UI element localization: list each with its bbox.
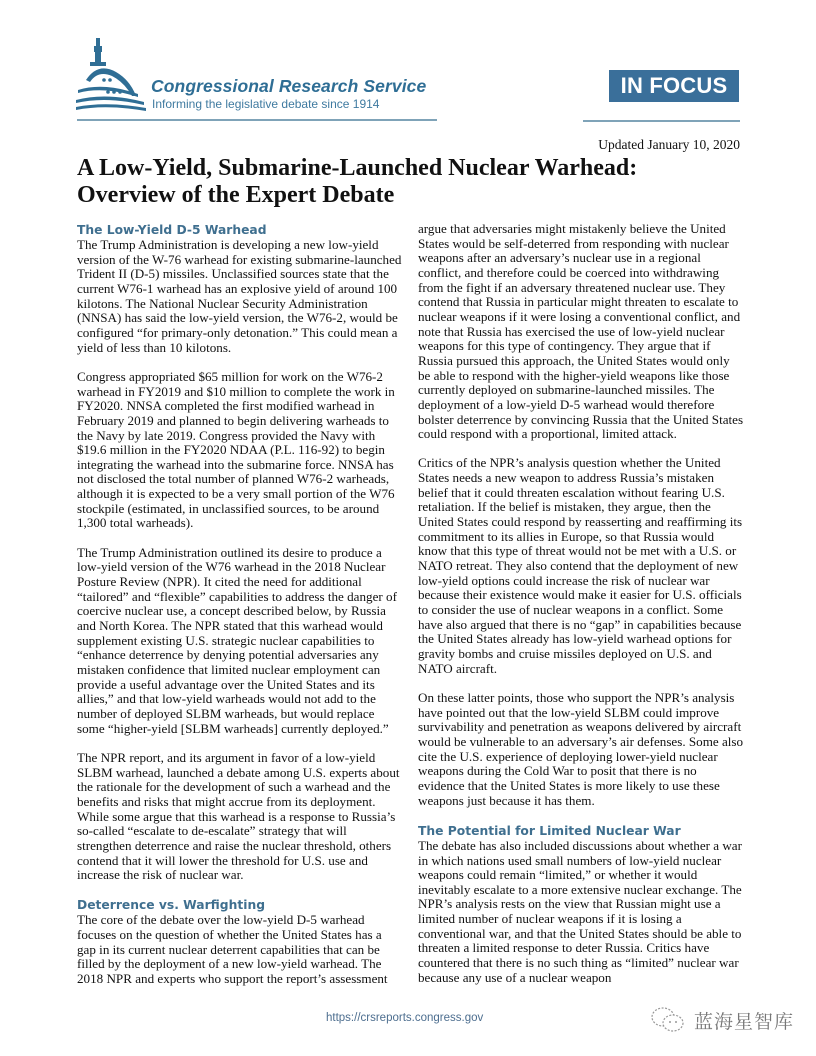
title-line-1: A Low-Yield, Submarine-Launched Nuclear Warhead: [77, 155, 638, 181]
header-divider [583, 120, 740, 122]
page-title [77, 155, 757, 209]
section-heading: Deterrence vs. Warfighting [77, 898, 265, 913]
paragraph: The Trump Administration is developing a new low-yield version of the W-76 warhead for existing submarine-launched Trident II (D-5) missiles. Unclassified sources state that the current W76-1 warhead has an explosive yield of around 100 kilotons. The National Nuclear Security Administration (NNSA) has said the low-yield version, the W76-2, would be configured “for primary-only detonation.” This could mean a yield of less than 10 kilotons. [77, 237, 402, 355]
left-column [77, 222, 403, 987]
org-tagline: Informing the legislative debate since 1914 [152, 97, 380, 111]
header-divider [77, 119, 437, 121]
org-name: Congressional Research Service [151, 76, 427, 96]
watermark-text: 蓝海星智库 [694, 1010, 795, 1033]
paragraph: Critics of the NPR’s analysis question whether the United States needs a new weapon to address Russia’s mistaken belief that it could threaten escalation without fearing U.S. retaliation. If the belief is mistaken, they argue, then the United States could respond by reasserting and reaffirming its commitment to its allies in Europe, so that Russia would know that this type of threat would not be met with a U.S. or NATO retreat. They also contend that the deployment of new low-yield options could increase the risk of nuclear war because their existence would make it easier for U.S. officials to consider the use of nuclear weapons in a conflict. Some have also argued that there is no “gap” in capabilities because the United States already has low-yield warhead options for gravity bombs and cruise missiles deployed on U.S. and NATO aircraft. [418, 455, 743, 676]
paragraph: On these latter points, those who support the NPR’s analysis have pointed out that the low-yield SLBM could improve survivability and penetration as weapons delivered by aircraft would be vulnerable to an adversary’s air defenses. Some also cite the U.S. experience of deploying lower-yield nuclear weapons during the Cold War to posit that there is no evidence that the United States is more likely to use these weapons just because it has them. [418, 689, 744, 808]
paragraph: The debate has also included discussions about whether a war in which nations used small numbers of low-yield nuclear weapons could remain “limited,” or whether it would inevitably escalate to a more extensive nuclear exchange. The NPR’s analysis rests on the view that Russian might use a limited number of nuclear weapons if it is losing a conventional war, and that the United States should be able to threaten a limited response to deter Russia. Critics have countered that there is no such thing as “limited” nuclear war because any use of a nuclear weapon [418, 837, 742, 985]
section-heading: The Potential for Limited Nuclear War [418, 823, 681, 838]
wechat-icon [650, 1005, 686, 1035]
footer-url-link[interactable]: https://crsreports.congress.gov [326, 1012, 484, 1024]
paragraph: argue that adversaries might mistakenly believe the United States would be self-deterred from responding with nuclear weapons after an adversary’s nuclear use in a regional conflict, and therefore could be coerced into withdrawing from the fight if an adversary threatened nuclear use. They contend that Russia in particular might threaten to escalate to nuclear weapons if it were losing a conventional conflict, and note that Russia has exercised the use of low-yield nuclear weapons for this type of contingency. They argue that if Russia pursued this approach, the United States would only be able to respond with the higher-yield weapons like those currently deployed on submarine-launched missiles. The deployment of a low-yield D-5 warhead would therefore bolster deterrence by convincing Russia that the United States could respond with a proportional, limited attack. [418, 221, 744, 442]
title-line-2: Overview of the Expert Debate [77, 182, 395, 208]
capitol-dome-icon [76, 36, 148, 114]
updated-date: Updated January 10, 2020 [598, 137, 740, 152]
section-heading: The Low-Yield D-5 Warhead [77, 223, 267, 237]
document-header [0, 0, 816, 130]
paragraph: The NPR report, and its argument in favor of a low-yield SLBM warhead, launched a debate among U.S. experts about the rationale for the development of such a warhead and the benefits and risks that might accrue from its deployment. While some argue that this warhead is a response to Russia’s so-called “escalate to de-escalate” strategy that will strengthen deterrence and raise the nuclear threshold, others contend that it will lower the threshold for U.S. use and increase the risk of nuclear war. [77, 749, 400, 883]
watermark [650, 1005, 794, 1035]
right-column [418, 222, 744, 985]
in-focus-badge: IN FOCUS [609, 70, 739, 102]
paragraph: The Trump Administration outlined its desire to produce a low-yield version of the W76 warhead in the 2018 Nuclear Posture Review (NPR). It cited the need for additional “tailored” and “flexible” capabilities to address the danger of coercive nuclear use, a concept described below, by Russia and North Korea. The NPR stated that this warhead would supplement existing U.S. strategic nuclear capabilities to “enhance deterrence by denying potential adversaries any mistaken confidence that limited nuclear employment can provide a useful advantage over the United States and its allies,” and that low-yield warheads would not add to the number of deployed SLBM warheads, but would replace some “higher-yield [SLBM warheads] currently deployed.” [77, 544, 397, 736]
paragraph: Congress appropriated $65 million for work on the W76-2 warhead in FY2019 and $10 million to complete the work in FY2020. NNSA completed the first modified warhead in February 2019 and planned to begin delivering warheads to the Navy by late 2019. Congress provided the Navy with $19.6 million in the FY2020 NDAA (P.L. 116-92) to begin integrating the warhead into the submarine force. NNSA has not disclosed the total number of planned W76-2 warheads, although it is expected to be a very small portion of the W76 stockpile (estimated, in unclassified sources, to be around 1,300 total warheads). [77, 368, 395, 531]
paragraph: The core of the debate over the low-yield D-5 warhead focuses on the question of whether the United States has a gap in its current nuclear deterrent capabilities that can be filled by the deployment of a new low-yield warhead. The 2018 NPR and experts who support the report’s assessment [77, 912, 388, 987]
